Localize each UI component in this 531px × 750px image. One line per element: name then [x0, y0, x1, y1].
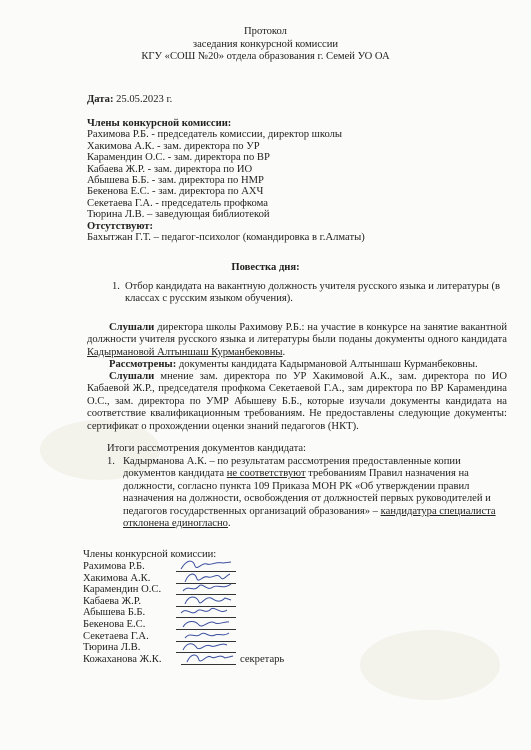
heard-label: Слушали [109, 371, 155, 382]
organization-name: КГУ «СОШ №20» отдела образования г. Семей УО ОА [141, 51, 390, 62]
signature-row [83, 596, 162, 608]
results-item-number: 1. [107, 456, 115, 467]
document-title: Протокол [244, 26, 287, 37]
member-item: Хакимова А.К. - зам. директора по УР [87, 140, 260, 152]
signer-name: Тюрина Л.В. [83, 642, 141, 654]
agenda-item-number: 1. [112, 281, 120, 292]
absent-item: Бахытжан Г.Т. – педагог-психолог (командировка в г.Алматы) [87, 231, 365, 243]
considered-label: Рассмотрены: [109, 359, 177, 370]
signer-name: Абышева Б.Б. [83, 607, 146, 619]
agenda-title: Повестка дня: [231, 262, 300, 273]
date-label: Дата: [87, 94, 114, 105]
signer-name: Кожаханова Ж.К. [83, 653, 162, 665]
document-header [0, 26, 531, 64]
results-title: Итоги рассмотрения документов кандидата: [107, 443, 306, 454]
member-item: Рахимова Р.Б. - председатель комиссии, директор школы [87, 129, 343, 141]
signer-name: Рахимова Р.Б. [83, 561, 145, 572]
member-item: Тюрина Л.В. – заведующая библиотекой [87, 209, 270, 221]
meeting-date [87, 94, 172, 106]
results-item [107, 456, 507, 530]
signer-name: Карамендин О.С. [83, 584, 162, 596]
candidate-name: Кадырмановой Алтыншаш Курманбековны [87, 346, 283, 358]
signature-list [83, 561, 285, 665]
absent-title: Отсутствуют: [87, 220, 154, 232]
member-item: Абышева Б.Б. - зам. директора по НМР [87, 174, 264, 186]
heard-members-paragraph: Слушали мнение зам. директора по УР Хакимовой А.К., зам. директора по ИО Кабаевой Ж.Р., председателя профкома Секетаевой Г.А., зам директора по ВР Карамендина О.С., зам. директора по УМР Абышеву Б.Б., которые изучали документы кандидата на соответствие квалификационным требованиям. Не предоставлены следующие документы: сертификат о прохождении оценки знаний педагогов (НКТ). [87, 371, 507, 432]
signature-row [83, 653, 285, 666]
signature-row [83, 619, 162, 631]
signer-name: Бекенова Е.С. [83, 618, 146, 630]
member-item: Карамендин О.С. - зам. директора по ВР [87, 152, 270, 164]
results-item-text: Кадырманова А.К. – по результатам рассмотрения предоставленные копии документов кандидата не соответствуют требованиям Правил назначения на должности, согласно пункта 109 Приказа МОН РК «Об утверждении правил назначения на должности, освобождения от должностей первых руководителей и педагогов государственных организаций образования» – кандидатура специалиста отклонена единогласно. [123, 456, 496, 530]
signature-row [83, 607, 162, 619]
commission-members [87, 118, 365, 243]
signature-row [83, 561, 162, 573]
signature-row [83, 573, 162, 585]
signer-name: Секетаева Г.А. [83, 630, 149, 642]
paper-stain [360, 630, 500, 700]
agenda-item [112, 281, 507, 306]
member-item: Кабаева Ж.Р. - зам. директора по ИО [87, 163, 253, 175]
rejection-text: кандидатура специалиста отклонена единогласно [123, 505, 496, 530]
signer-name: Кабаева Ж.Р. [83, 595, 141, 607]
document-subtitle: заседания конкурсной комиссии [192, 38, 339, 50]
handwritten-signature [181, 650, 241, 666]
signatures-title: Члены конкурсной комиссии: [83, 549, 217, 560]
member-item: Бекенова Е.С. - зам. директора по АХЧ [87, 186, 264, 198]
signer-name: Хакимова А.К. [83, 572, 151, 584]
agenda-item-text: Отбор кандидата на вакантную должность учителя русского языка и литературы (в классах с русским языком обучения). [125, 281, 500, 305]
date-value: 25.05.2023 г. [113, 94, 173, 105]
signature-row [83, 642, 162, 654]
heard-label: Слушали [109, 322, 155, 333]
member-item: Секетаева Г.А. - председатель профкома [87, 197, 268, 209]
heard-director-paragraph: Слушали директора школы Рахимову Р.Б.: на участие в конкурсе на занятие вакантной должности учителя русского языка и литературы были поданы документы одного кандидата Кадырмановой Алтыншаш Курманбековны. [87, 322, 507, 358]
signature-row [83, 584, 162, 596]
secretary-label: секретарь [240, 653, 285, 665]
members-title: Члены конкурсной комиссии: [87, 118, 232, 129]
considered-paragraph: Рассмотрены: документы кандидата Кадырмановой Алтыншаш Курманбековны. [109, 359, 478, 370]
signature-row [83, 631, 162, 643]
not-compliant-text: не соответствуют [226, 468, 306, 480]
